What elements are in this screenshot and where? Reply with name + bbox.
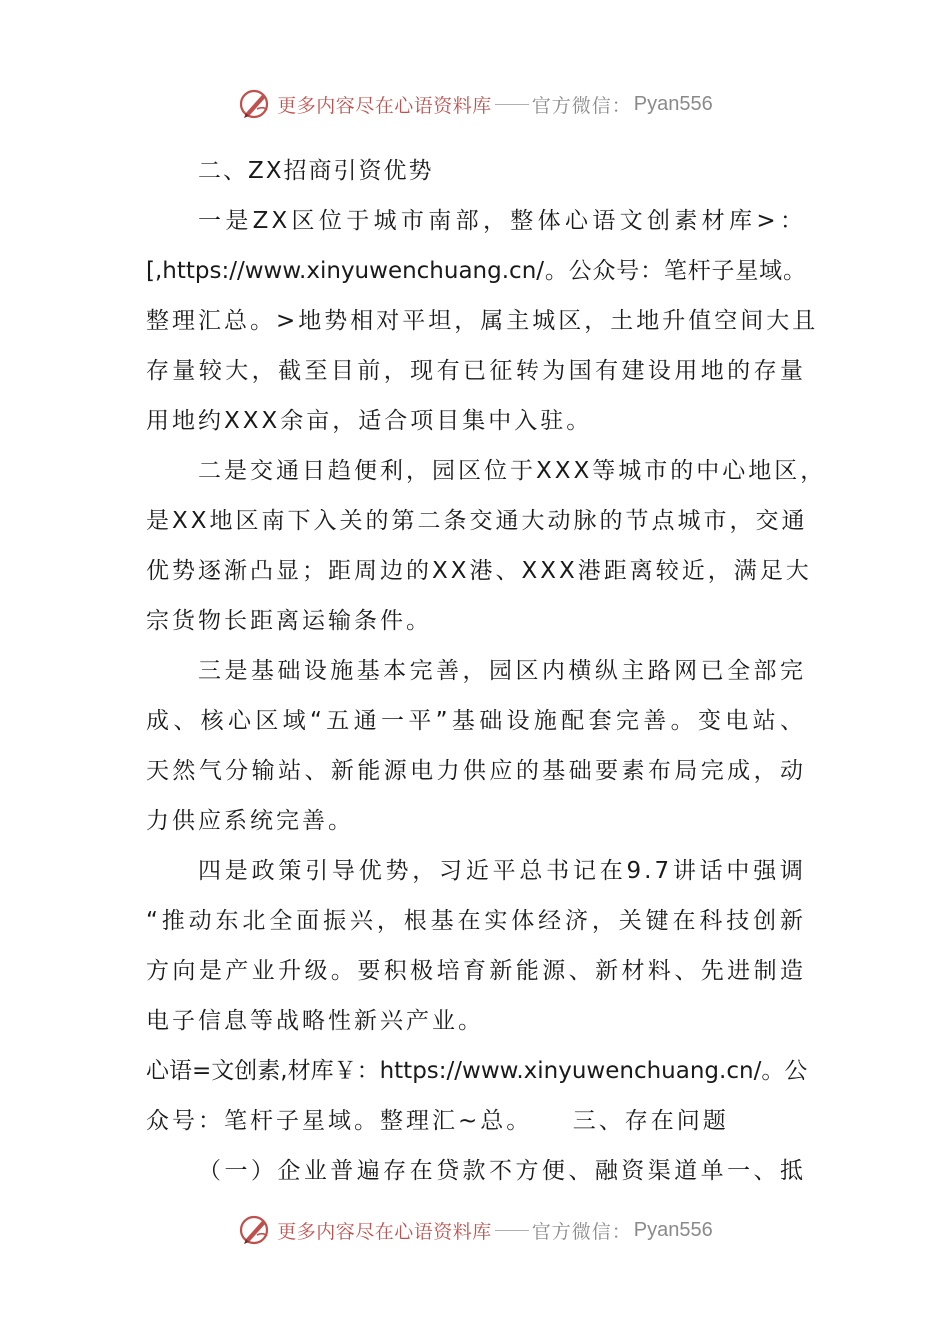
pen-logo-icon [237, 1212, 273, 1248]
paragraph-line: 是XX地区南下入关的第二条交通大动脉的节点城市，交通 [146, 508, 808, 534]
paragraph-line: 力供应系统完善。 [146, 808, 354, 834]
paragraph-line: [,https://www.xinyuwenchuang.cn/。公众号：笔杆子星域。 [146, 258, 806, 284]
paragraph-line: 众号：笔杆子星域。整理汇~总。 三、存在问题 [146, 1108, 729, 1134]
section-heading: 二、ZX招商引资优势 [198, 158, 434, 184]
banner-wechat-id: Pyan556 [633, 1218, 713, 1241]
banner-official-text: 官方微信： [531, 1220, 632, 1243]
banner-official-text: 官方微信： [531, 94, 632, 117]
banner-dash [495, 104, 529, 105]
banner-wechat-id: Pyan556 [633, 92, 713, 115]
paragraph-line: 天然气分输站、新能源电力供应的基础要素布局完成，动 [146, 758, 806, 784]
banner-brand-text: 更多内容尽在心语资料库 [277, 1220, 492, 1243]
paragraph-line: 优势逐渐凸显；距周边的XX港、XXX港距离较近，满足大 [146, 558, 812, 584]
paragraph-line: 电子信息等战略性新兴产业。 [146, 1008, 484, 1034]
paragraph-line: 用地约XXX余亩，适合项目集中入驻。 [146, 408, 593, 434]
document-body [146, 146, 827, 1196]
banner-brand-text: 更多内容尽在心语资料库 [277, 94, 492, 117]
paragraph-line: 整理汇总。>地势相对平坦，属主城区，土地升值空间大且 [146, 308, 819, 334]
paragraph-line: 二是交通日趋便利，园区位于XXX等城市的中心地区， [198, 458, 827, 484]
footer-banner [0, 1210, 950, 1250]
paragraph-line: 存量较大，截至目前，现有已征转为国有建设用地的存量 [146, 358, 806, 384]
paragraph-line: 成、核心区域“五通一平”基础设施配套完善。变电站、 [146, 708, 806, 734]
paragraph-line: 心语=文创素,材库￥：https://www.xinyuwenchuang.cn/。公 [146, 1058, 808, 1084]
header-banner [0, 84, 950, 124]
paragraph-line: （一）企业普遍存在贷款不方便、融资渠道单一、抵 [198, 1158, 806, 1184]
paragraph-line: 方向是产业升级。要积极培育新能源、新材料、先进制造 [146, 958, 806, 984]
paragraph-line: 宗货物长距离运输条件。 [146, 608, 432, 634]
paragraph-line: 一是ZX区位于城市南部，整体心语文创素材库>： [198, 208, 806, 234]
paragraph-line: 四是政策引导优势，习近平总书记在9.7讲话中强调 [198, 858, 806, 884]
banner-dash [495, 1230, 529, 1231]
paragraph-line: 三是基础设施基本完善，园区内横纵主路网已全部完 [198, 658, 806, 684]
paragraph-line: “推动东北全面振兴，根基在实体经济，关键在科技创新 [146, 908, 806, 934]
pen-logo-icon [237, 86, 273, 122]
